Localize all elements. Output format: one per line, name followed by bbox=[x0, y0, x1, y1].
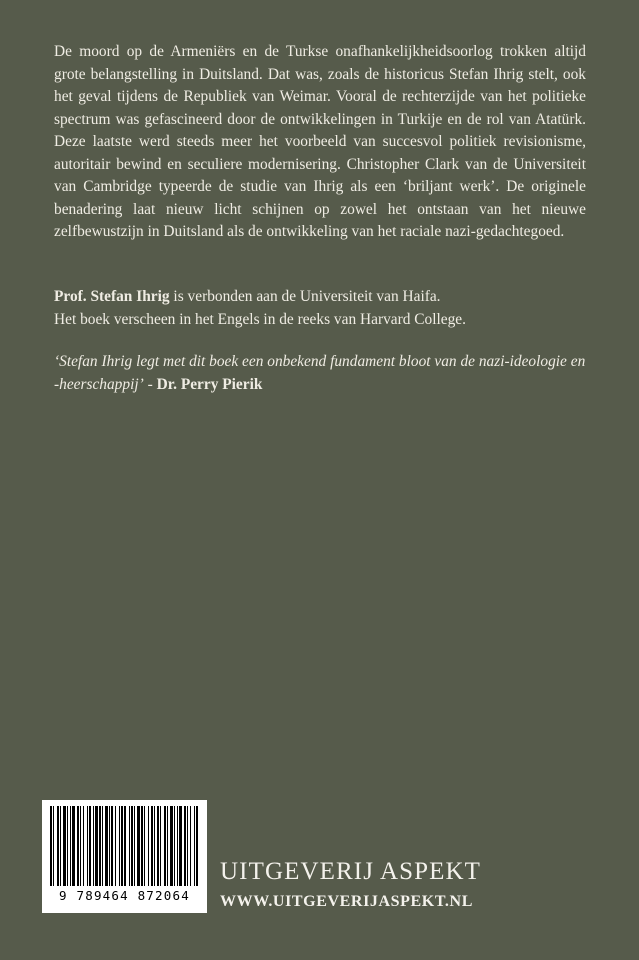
barcode-bar bbox=[72, 806, 75, 886]
barcode-bar bbox=[57, 806, 59, 886]
barcode-bar bbox=[95, 806, 98, 886]
barcode-bar bbox=[170, 806, 173, 886]
publisher-name: UITGEVERIJ ASPEKT bbox=[220, 858, 482, 885]
barcode-bar bbox=[115, 806, 116, 886]
barcode-bar bbox=[67, 806, 68, 886]
barcode-bar bbox=[151, 806, 153, 886]
barcode-bar bbox=[124, 806, 126, 886]
barcode-bar bbox=[89, 806, 91, 886]
barcode-bar bbox=[174, 806, 175, 886]
barcode-bar bbox=[194, 806, 195, 886]
isbn-barcode bbox=[42, 800, 207, 913]
isbn-number: 9 789464 872064 bbox=[59, 888, 190, 903]
quote-source: Dr. Perry Pierik bbox=[156, 375, 263, 393]
barcode-bar bbox=[83, 806, 84, 886]
barcode-bars bbox=[48, 806, 201, 888]
barcode-bar bbox=[93, 806, 94, 886]
barcode-bar bbox=[109, 806, 110, 886]
barcode-bar bbox=[63, 806, 66, 886]
barcode-bar bbox=[160, 806, 161, 886]
barcode-bar bbox=[50, 806, 52, 886]
barcode-bar bbox=[53, 806, 54, 886]
author-bio bbox=[54, 286, 594, 331]
barcode-bar bbox=[179, 806, 182, 886]
barcode-bar bbox=[87, 806, 88, 886]
barcode-bar bbox=[60, 806, 61, 886]
barcode-bar bbox=[121, 806, 123, 886]
barcode-bar bbox=[129, 806, 130, 886]
barcode-bar bbox=[102, 806, 103, 886]
author-line bbox=[54, 286, 594, 309]
barcode-bar bbox=[119, 806, 120, 886]
author-name: Prof. Stefan Ihrig bbox=[54, 288, 170, 305]
barcode-bar bbox=[70, 806, 71, 886]
barcode-bar bbox=[167, 806, 168, 886]
publisher-url: WWW.UITGEVERIJASPEKT.NL bbox=[220, 893, 473, 910]
barcode-bar bbox=[105, 806, 108, 886]
barcode-bar bbox=[190, 806, 191, 886]
barcode-bar bbox=[144, 806, 145, 886]
barcode-bar bbox=[131, 806, 133, 886]
barcode-bar bbox=[154, 806, 155, 886]
barcode-bar bbox=[141, 806, 143, 886]
barcode-bar bbox=[77, 806, 79, 886]
barcode-bar bbox=[184, 806, 186, 886]
quote-text: ‘Stefan Ihrig legt met dit boek een onbekend fundament bloot van de nazi-ideologie en -heerschappij’ bbox=[54, 353, 586, 393]
author-affiliation: is verbonden aan de Universiteit van Haifa. bbox=[169, 288, 441, 305]
quote-separator: - bbox=[143, 375, 157, 393]
barcode-bar bbox=[164, 806, 166, 886]
barcode-bar bbox=[99, 806, 101, 886]
review-quote bbox=[54, 351, 594, 396]
barcode-bar bbox=[196, 806, 198, 886]
barcode-bar bbox=[111, 806, 113, 886]
blurb-text-block bbox=[54, 41, 586, 244]
barcode-bar bbox=[80, 806, 81, 886]
barcode-bar bbox=[157, 806, 159, 886]
barcode-bar bbox=[148, 806, 149, 886]
barcode-bar bbox=[137, 806, 140, 886]
barcode-bar bbox=[134, 806, 135, 886]
barcode-bar bbox=[177, 806, 178, 886]
blurb-paragraph: De moord op de Armeniërs en de Turkse onafhankelijkheidsoorlog trokken altijd grote belangstelling in Duitsland. Dat was, zoals de historicus Stefan Ihrig stelt, ook het geval tijdens de Republiek van Weimar. Vooral de rechterzijde van het politieke spectrum was gefascineerd door de ontwikkelingen in Turkije en de rol van Atatürk. Deze laatste werd steeds meer het voorbeeld van succesvol politiek revisionisme, autoritair bewind en seculiere modernisering. Christopher Clark van de Universiteit van Cambridge typeerde de studie van Ihrig als een ‘briljant werk’. De originele benadering laat nieuw licht schijnen op zowel het ontstaan van het nieuwe zelfbewustzijn in Duitsland als de ontwikkeling van het raciale nazi-gedachtegoed. bbox=[54, 43, 586, 240]
barcode-bar bbox=[187, 806, 188, 886]
publication-note: Het boek verscheen in het Engels in de reeks van Harvard College. bbox=[54, 310, 466, 328]
